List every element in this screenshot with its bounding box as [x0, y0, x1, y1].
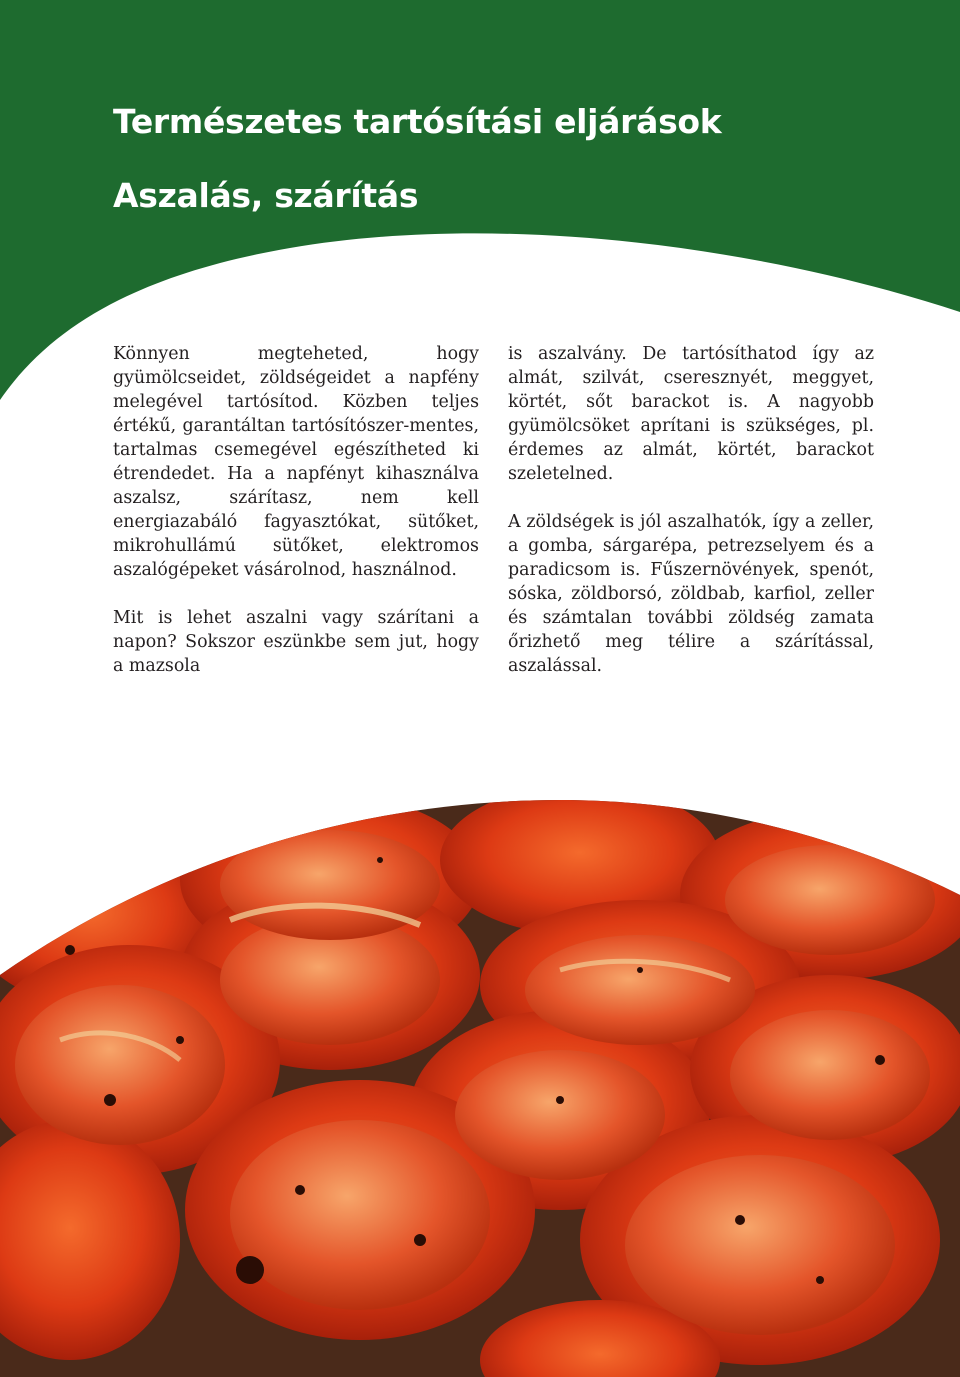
tomato-photo [0, 800, 960, 1377]
body-left-column [113, 342, 479, 702]
page-title: Természetes tartósítási eljárások [113, 102, 722, 141]
section-title: Aszalás, szárítás [113, 176, 419, 215]
paragraph-vegetables: A zöldségek is jól aszalhatók, így a zeller, a gomba, sárgarépa, petrezselyem és a paradicsom is. Fűszernövények, spenót, sóska, zöldborsó, zöldbab, karfiol, zeller és számtalan további zöldség zamata őrizhető meg télire a szárítással, aszalással. [508, 512, 874, 676]
paragraph-fruits: is aszalvány. De tartósíthatod így az almát, szilvát, cseresznyét, meggyet, körtét, sőt barackot is. A nagyobb gyümölcsöket aprítani is szükséges, pl. érdemes az almát, körtét, barackot szeletelned. [508, 344, 874, 484]
paragraph-intro: Könnyen megteheted, hogy gyümölcseidet, zöldségeidet a napfény melegével tartósítod. Közben teljes értékű, garantáltan tartósítószer-mentes, tartalmas csemegével egészítheted ki étrendedet. Ha a napfényt kihasználva aszalsz, szárítasz, nem kell energiazabáló fagyasztókat, sütőket, mikrohullámú sütőket, elektromos aszalógépeket vásárolnod, használnod. [113, 344, 479, 580]
tomato-halves [0, 800, 960, 1377]
header-titles [113, 102, 722, 215]
body-right-column [508, 342, 874, 702]
paragraph-question: Mit is lehet aszalni vagy szárítani a napon? Sokszor eszünkbe sem jut, hogy a mazsola [113, 608, 479, 676]
